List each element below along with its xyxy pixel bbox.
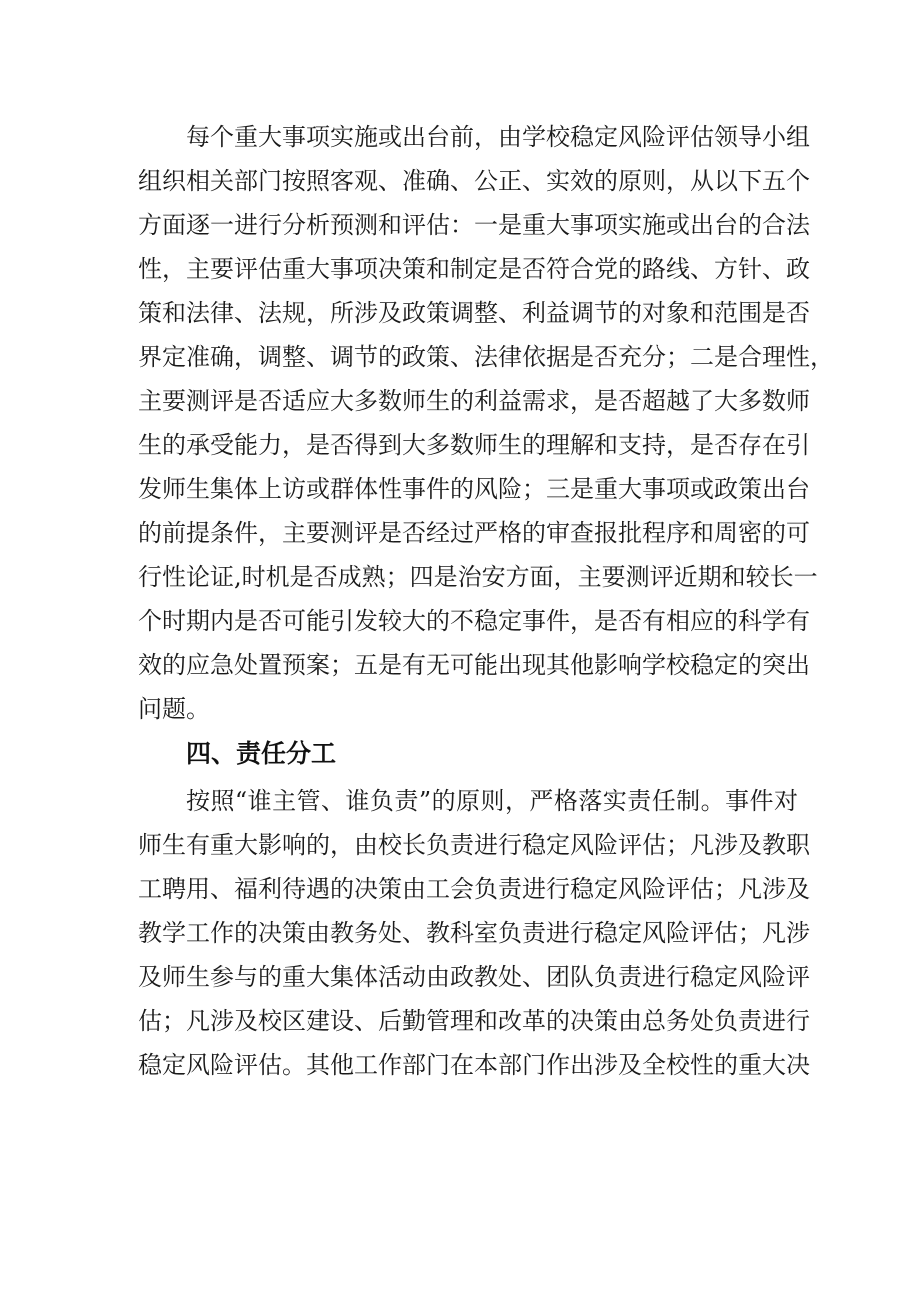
- paragraph-line: 估；凡涉及校区建设、后勤管理和改革的决策由总务处负责进行: [138, 1007, 810, 1035]
- paragraph-line: 组织相关部门按照客观、准确、公正、实效的原则，从以下五个: [138, 167, 810, 195]
- paragraph-line: 的前提条件，主要测评是否经过严格的审查报批程序和周密的可: [138, 519, 810, 547]
- paragraph-line: 界定准确，调整、调节的政策、法律依据是否充分；二是合理性，: [138, 343, 834, 371]
- paragraph-line: 及师生参与的重大集体活动由政教处、团队负责进行稳定风险评: [138, 963, 810, 991]
- paragraph-line: 工聘用、福利待遇的决策由工会负责进行稳定风险评估；凡涉及: [138, 875, 810, 903]
- paragraph-line: 稳定风险评估。其他工作部门在本部门作出涉及全校性的重大决: [138, 1051, 810, 1079]
- paragraph-line: 策和法律、法规，所涉及政策调整、利益调节的对象和范围是否: [138, 299, 810, 327]
- paragraph-line: 行性论证,时机是否成熟；四是治安方面，主要测评近期和较长一: [138, 563, 818, 591]
- paragraph-line: 教学工作的决策由教务处、教科室负责进行稳定风险评估；凡涉: [138, 919, 810, 947]
- paragraph-line: 问题。: [138, 695, 210, 723]
- section-heading: 四、责任分工: [186, 739, 337, 768]
- paragraph-line: 个时期内是否可能引发较大的不稳定事件，是否有相应的科学有: [138, 607, 810, 635]
- paragraph-line: 生的承受能力，是否得到大多数师生的理解和支持，是否存在引: [138, 431, 810, 459]
- paragraph-line: 效的应急处置预案；五是有无可能出现其他影响学校稳定的突出: [138, 651, 810, 679]
- paragraph-line: 方面逐一进行分析预测和评估：一是重大事项实施或出台的合法: [138, 211, 810, 239]
- paragraph-line: 发师生集体上访或群体性事件的风险；三是重大事项或政策出台: [138, 475, 810, 503]
- paragraph-line: 每个重大事项实施或出台前，由学校稳定风险评估领导小组: [186, 123, 810, 151]
- paragraph-line: 性，主要评估重大事项决策和制定是否符合党的路线、方针、政: [138, 255, 810, 283]
- paragraph-line: 按照“谁主管、谁负责”的原则，严格落实责任制。事件对: [186, 787, 798, 815]
- paragraph-line: 师生有重大影响的，由校长负责进行稳定风险评估；凡涉及教职: [138, 831, 810, 859]
- paragraph-line: 主要测评是否适应大多数师生的利益需求，是否超越了大多数师: [138, 387, 810, 415]
